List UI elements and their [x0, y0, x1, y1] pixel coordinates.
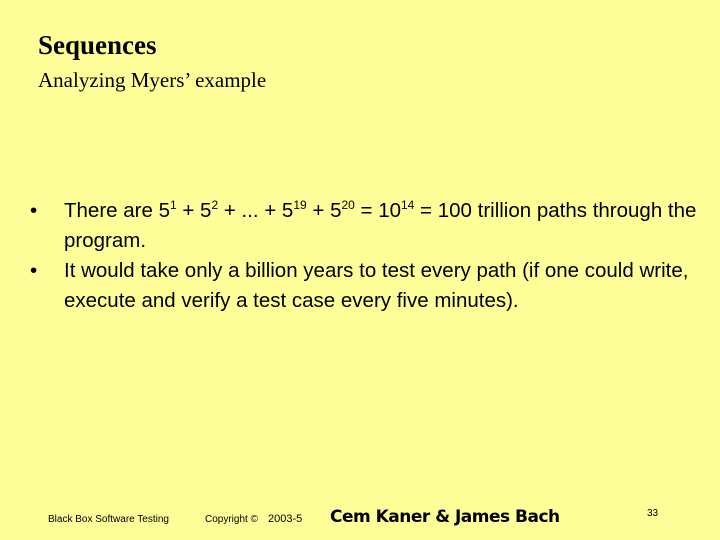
footer-year: 2003-5: [268, 513, 303, 525]
bullet-list: [30, 196, 700, 316]
slide-title: Sequences: [38, 30, 157, 60]
exponent: 14: [401, 198, 415, 212]
bullet-text: It would take only a billion years to test every path (if one could write, execute and verify a test case every five minutes).: [64, 259, 689, 312]
footer-course: Black Box Software Testing: [48, 514, 169, 525]
bullet-marker: •: [30, 199, 38, 222]
exponent: 1: [169, 198, 177, 212]
exponent: 19: [293, 198, 307, 212]
slide-subtitle: Analyzing Myers’ example: [38, 68, 267, 92]
bullet-text: There are 5: [64, 199, 170, 222]
bullet-marker: •: [30, 259, 38, 282]
footer-copyright: Copyright ©: [205, 514, 258, 525]
bullet-text: + ... + 5: [218, 199, 294, 222]
bullet-text: + 5: [176, 199, 212, 222]
bullet-item-paths: [30, 196, 700, 256]
bullet-text: + 5: [306, 199, 342, 222]
bullet-text: = 100 trillion paths through the program.: [64, 199, 697, 252]
exponent: 2: [211, 198, 219, 212]
exponent: 20: [341, 198, 355, 212]
page-number: 33: [647, 508, 659, 519]
bullet-text: = 10: [354, 199, 401, 222]
footer-authors: Cem Kaner & James Bach: [330, 507, 560, 527]
bullet-item-years: [30, 256, 700, 316]
